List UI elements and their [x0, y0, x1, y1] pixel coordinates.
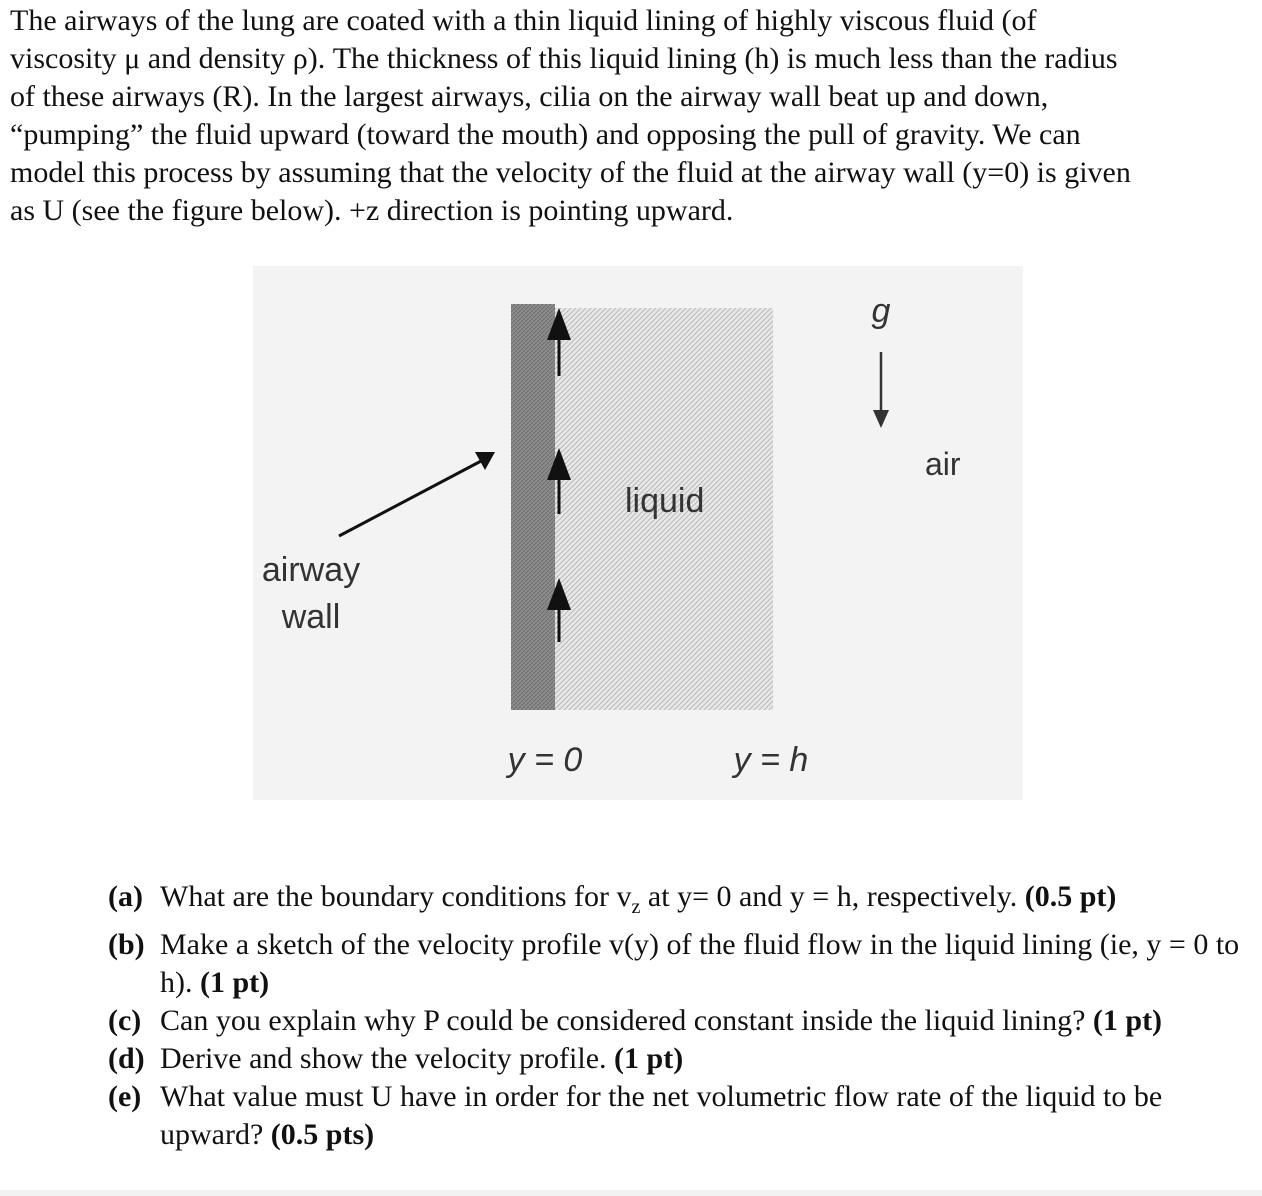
airway-diagram [253, 266, 1023, 800]
question-body: Can you explain why P could be considered constant inside the liquid lining? [160, 1004, 1093, 1037]
question-text [160, 928, 1239, 999]
question-b [108, 926, 1248, 1002]
question-letter: (b) [108, 928, 145, 961]
question-letter: (a) [108, 880, 143, 913]
y-h-label: y = h [733, 741, 809, 779]
question-c [108, 1002, 1248, 1040]
airway-figure [253, 266, 1023, 800]
question-points: (1 pt) [614, 1042, 684, 1075]
question-letter: (e) [108, 1080, 142, 1113]
problem-statement [10, 2, 1256, 230]
statement-line: The airways of the lung are coated with a thin liquid lining of highly viscous fluid (of [10, 4, 1037, 37]
airway-wall-label-line1: airway [261, 551, 361, 589]
statement-line: model this process by assuming that the velocity of the fluid at the airway wall (y=0) is given [10, 156, 1131, 189]
question-subscript: z [631, 896, 641, 918]
question-text [160, 880, 1117, 918]
statement-line: as U (see the figure below). +z direction is pointing upward. [10, 194, 734, 227]
question-e [108, 1078, 1248, 1154]
question-points: (1 pt) [200, 966, 270, 999]
question-points: (1 pt) [1092, 1004, 1163, 1037]
question-letter: (d) [108, 1042, 145, 1075]
question-body-cont: at y= 0 and y = h, respectively. [640, 880, 1025, 913]
statement-line: “pumping” the fluid upward (toward the mouth) and opposing the pull of gravity. We can [10, 118, 1081, 151]
gravity-label: g [871, 292, 891, 330]
airway-wall-label-line2: wall [281, 598, 341, 636]
question-a [108, 878, 1248, 926]
question-body: What value must U have in order for the net volumetric flow rate of the liquid to be upward? [160, 1080, 1163, 1151]
question-body: What are the boundary conditions for v [160, 880, 632, 913]
question-text [160, 1004, 1162, 1037]
question-body: Make a sketch of the velocity profile v(y) of the fluid flow in the liquid lining (ie, y = 0 to h). [160, 928, 1240, 999]
y-zero-label: y = 0 [507, 741, 583, 779]
question-body: Derive and show the velocity profile. [160, 1042, 615, 1075]
liquid-label: liquid [625, 482, 705, 520]
question-letter: (c) [108, 1004, 142, 1037]
statement-line: viscosity μ and density ρ). The thickness of this liquid lining (h) is much less than the radius [10, 42, 1118, 75]
question-points: (0.5 pts) [270, 1118, 375, 1151]
airway-wall-band [511, 304, 555, 710]
air-label: air [925, 446, 961, 482]
statement-line: of these airways (R). In the largest airways, cilia on the airway wall beat up and down, [10, 80, 1049, 113]
question-d [108, 1040, 1248, 1078]
page-bottom-strip [0, 1190, 1262, 1196]
question-text [160, 1042, 683, 1075]
question-text [160, 1080, 1162, 1151]
question-points: (0.5 pt) [1024, 880, 1117, 913]
question-list [108, 878, 1248, 1154]
